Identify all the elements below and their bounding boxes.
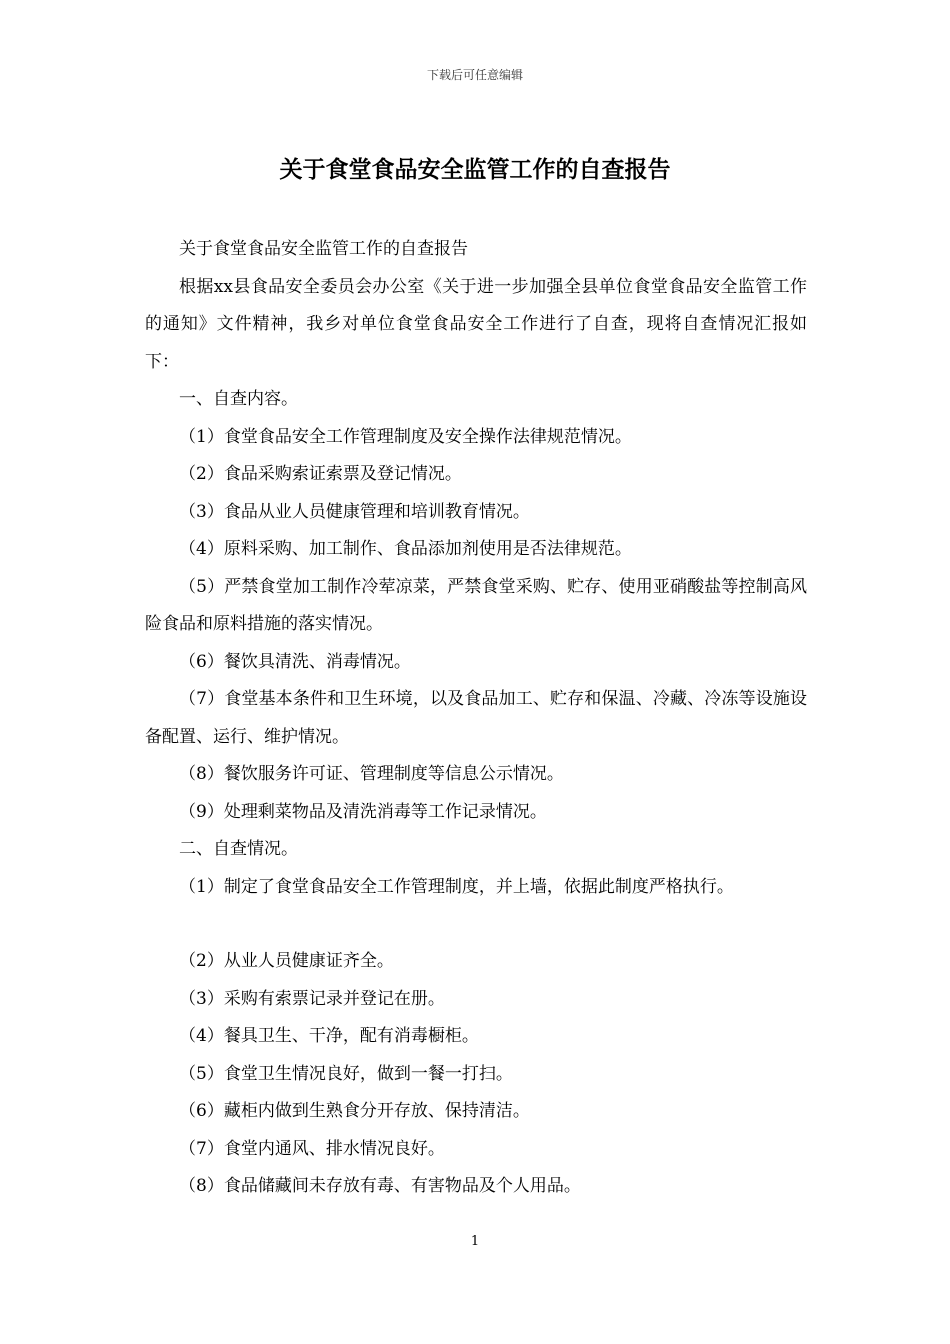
- list-item: （6）藏柜内做到生熟食分开存放、保持清洁。: [179, 1101, 530, 1121]
- list-item: （5）食堂卫生情况良好，做到一餐一打扫。: [179, 1063, 513, 1084]
- list-item: （1）食堂食品安全工作管理制度及安全操作法律规范情况。: [179, 426, 632, 447]
- list-item: （3）采购有索票记录并登记在册。: [179, 988, 445, 1009]
- list-item: （7）食堂基本条件和卫生环境，以及食品加工、贮存和保温、冷藏、冷冻等设施设备配置、运行、维护情况。: [145, 689, 807, 747]
- list-item: （5）严禁食堂加工制作冷荤凉菜，严禁食堂采购、贮存、使用亚硝酸盐等控制高风险食品和原料措施的落实情况。: [145, 576, 807, 634]
- document-body: [145, 231, 807, 1206]
- paragraph: 关于食堂食品安全监管工作的自查报告: [179, 239, 468, 259]
- list-item: （4）餐具卫生、干净，配有消毒橱柜。: [179, 1026, 479, 1046]
- page-title: 关于食堂食品安全监管工作的自查报告: [279, 156, 671, 183]
- blank-line: [145, 906, 807, 943]
- list-item: （2）从业人员健康证齐全。: [179, 951, 394, 971]
- page-number: 1: [470, 1234, 480, 1249]
- list-item: （1）制定了食堂食品安全工作管理制度，并上墙，依据此制度严格执行。: [179, 876, 734, 897]
- list-item: （2）食品采购索证索票及登记情况。: [179, 464, 462, 484]
- list-item: （7）食堂内通风、排水情况良好。: [179, 1138, 445, 1159]
- list-item: （9）处理剩菜物品及清洗消毒等工作记录情况。: [179, 801, 547, 822]
- list-item: （4）原料采购、加工制作、食品添加剂使用是否法律规范。: [179, 539, 632, 559]
- list-item: （8）餐饮服务许可证、管理制度等信息公示情况。: [179, 764, 564, 784]
- list-item: （3）食品从业人员健康管理和培训教育情况。: [179, 501, 530, 522]
- list-item: （6）餐饮具清洗、消毒情况。: [179, 651, 411, 672]
- section-heading: 二、自查情况。: [179, 839, 298, 859]
- header-note: 下载后可任意编辑: [426, 68, 523, 82]
- paragraph: 根据xx县食品安全委员会办公室《关于进一步加强全县单位食堂食品安全监管工作的通知》文件精神，我乡对单位食堂食品安全工作进行了自查，现将自查情况汇报如下：: [145, 276, 807, 372]
- list-item: （8）食品储藏间未存放有毒、有害物品及个人用品。: [179, 1176, 581, 1196]
- section-heading: 一、自查内容。: [179, 389, 298, 409]
